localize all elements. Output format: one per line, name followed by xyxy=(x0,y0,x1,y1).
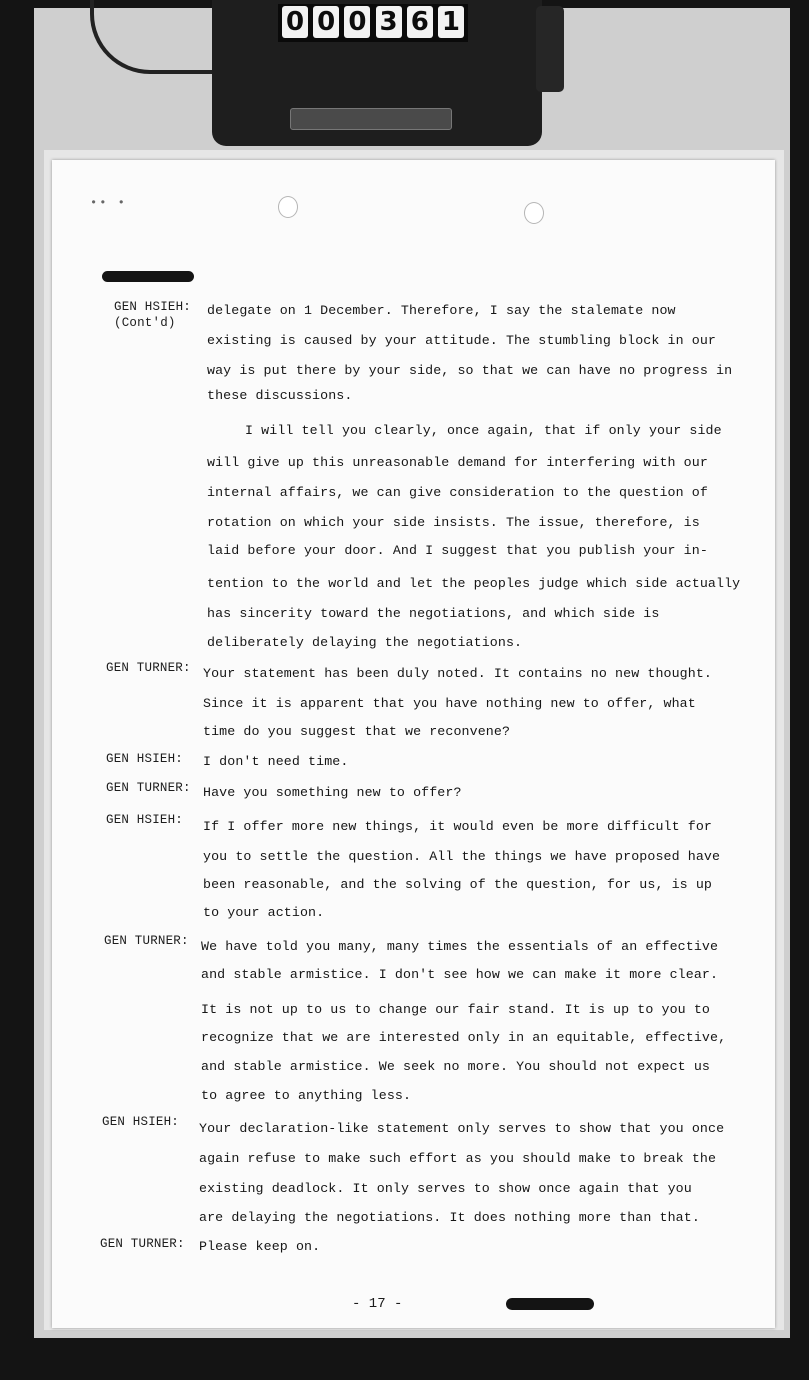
text-line: again refuse to make such effort as you should make to break the xyxy=(199,1151,717,1166)
speaker-label: GEN TURNER: xyxy=(104,934,189,948)
text-line: and stable armistice. We seek no more. You should not expect us xyxy=(201,1059,711,1074)
text-line: Your declaration-like statement only serves to show that you once xyxy=(199,1121,725,1136)
punch-hole xyxy=(278,196,298,218)
text-line: way is put there by your side, so that we can have no progress in xyxy=(207,363,733,378)
text-line: has sincerity toward the negotiations, and which side is xyxy=(207,606,660,621)
text-line: deliberately delaying the negotiations. xyxy=(207,635,523,650)
text-line: If I offer more new things, it would even be more difficult for xyxy=(203,819,713,834)
text-line: are delaying the negotiations. It does nothing more than that. xyxy=(199,1210,700,1225)
counter-digit: 0 xyxy=(313,6,339,38)
text-line: delegate on 1 December. Therefore, I say the stalemate now xyxy=(207,303,676,318)
text-line: will give up this unreasonable demand for interfering with our xyxy=(207,455,708,470)
text-line: been reasonable, and the solving of the question, for us, is up xyxy=(203,877,713,892)
text-line: Have you something new to offer? xyxy=(203,785,462,800)
speaker-label: GEN HSIEH: xyxy=(114,300,192,314)
punch-hole xyxy=(524,202,544,224)
counter-digit: 3 xyxy=(376,6,402,38)
text-line: you to settle the question. All the things we have proposed have xyxy=(203,849,721,864)
text-line: existing is caused by your attitude. The stumbling block in our xyxy=(207,333,717,348)
page-mark: •• • xyxy=(90,196,127,210)
text-line: recognize that we are interested only in an equitable, effective, xyxy=(201,1030,727,1045)
classification-redaction-bottom xyxy=(506,1298,594,1310)
speaker-label: GEN TURNER: xyxy=(100,1237,185,1251)
counter-plate xyxy=(290,108,452,130)
speaker-label: GEN HSIEH: xyxy=(102,1115,180,1129)
classification-redaction-top xyxy=(102,271,194,282)
text-line: to agree to anything less. xyxy=(201,1088,412,1103)
text-line: Your statement has been duly noted. It contains no new thought. xyxy=(203,666,713,681)
text-line: I will tell you clearly, once again, that if only your side xyxy=(245,423,722,438)
counter-knob xyxy=(536,6,564,92)
text-line: and stable armistice. I don't see how we can make it more clear. xyxy=(201,967,719,982)
page-number: - 17 - xyxy=(352,1296,403,1312)
speaker-label: GEN TURNER: xyxy=(106,781,191,795)
counter-digit: 6 xyxy=(407,6,433,38)
speaker-label: GEN HSIEH: xyxy=(106,752,184,766)
text-line: I don't need time. xyxy=(203,754,349,769)
text-line: time do you suggest that we reconvene? xyxy=(203,724,511,739)
text-line: internal affairs, we can give consideration to the question of xyxy=(207,485,708,500)
speaker-label: GEN HSIEH: xyxy=(106,813,184,827)
text-line: rotation on which your side insists. The issue, therefore, is xyxy=(207,515,700,530)
text-line: these discussions. xyxy=(207,388,353,403)
text-line: existing deadlock. It only serves to show once again that you xyxy=(199,1181,692,1196)
text-line: Please keep on. xyxy=(199,1239,321,1254)
frame-counter-display xyxy=(278,4,468,42)
text-line: tention to the world and let the peoples judge which side actually xyxy=(207,576,741,591)
document-page xyxy=(52,160,775,1328)
counter-digit: 1 xyxy=(438,6,464,38)
text-line: Since it is apparent that you have nothing new to offer, what xyxy=(203,696,696,711)
text-line: laid before your door. And I suggest that you publish your in- xyxy=(207,543,708,558)
speaker-continued: (Cont'd) xyxy=(114,316,176,330)
counter-digit: 0 xyxy=(282,6,308,38)
text-line: We have told you many, many times the essentials of an effective xyxy=(201,939,719,954)
text-line: It is not up to us to change our fair stand. It is up to you to xyxy=(201,1002,711,1017)
text-line: to your action. xyxy=(203,905,325,920)
speaker-label: GEN TURNER: xyxy=(106,661,191,675)
counter-digit: 0 xyxy=(344,6,370,38)
